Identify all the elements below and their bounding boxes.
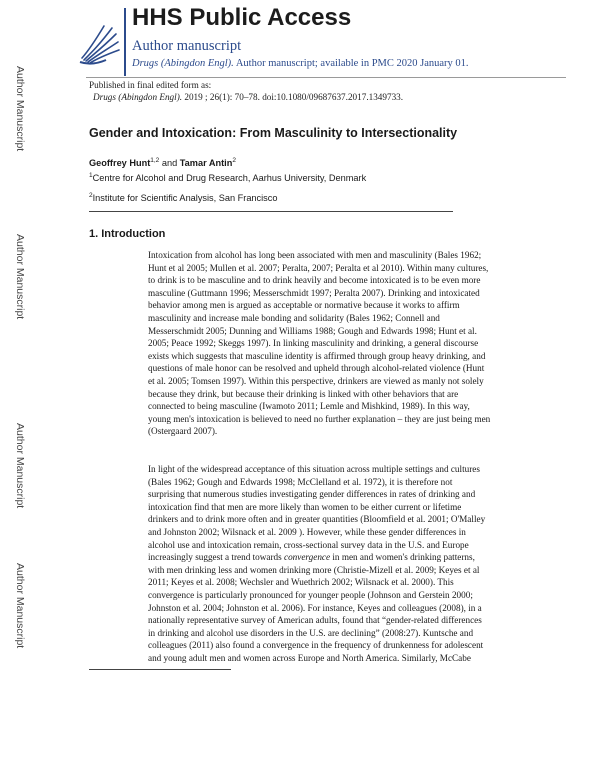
text-line: (Bales 1962; Gough and Edwards 1998; McClelland et al. 1972), it is therefore not <box>148 476 453 487</box>
author-manuscript-label: Author manuscript <box>132 38 242 54</box>
affiliation-rule <box>89 211 453 212</box>
author-affiliation-mark: 1,2 <box>150 157 160 164</box>
text-line: Intoxication from alcohol has long been associated with men and masculinity (Bales 1962; <box>148 250 482 260</box>
footnote-rule <box>89 669 231 670</box>
author-name: Tamar Antin <box>179 158 233 169</box>
text-segment: in men and women's drinking patterns, <box>330 552 475 563</box>
text-line: behavior among men is argued as acceptable or normative because it works to affirm <box>148 300 460 311</box>
sidebar-label: Author Manuscript <box>14 66 26 152</box>
paper-title: Gender and Intoxication: From Masculinity to Intersectionality <box>89 126 458 140</box>
text-line: in drinking and alcohol use disorders in the U.S. are declining” (2008:27). Kuntsche and <box>148 627 474 638</box>
author-list <box>89 157 236 168</box>
publication-details: 2019 ; 26(1): 70–78. doi:10.1080/09687637.2017.1349733. <box>182 92 404 102</box>
text-line: (Ostergaard 2007). <box>148 426 218 437</box>
header-divider <box>124 8 126 76</box>
hhs-eagle-logo-icon <box>76 22 122 68</box>
text-line: masculine (Guttmann 1996; Messerschmidt 1997; Peralta 2007). Drinking and intoxicated <box>148 287 480 298</box>
hhs-header <box>76 4 546 76</box>
body-paragraph-1 <box>148 249 528 438</box>
text-line: surprising that numerous studies investigating gender differences in rates of drinking and <box>148 489 476 500</box>
sidebar-watermark <box>0 0 44 776</box>
header-citation-text: Author manuscript; available in PMC 2020 January 01. <box>233 58 469 69</box>
sidebar-label: Author Manuscript <box>14 234 26 320</box>
text-line: 2005; Peace 1992; Skeggs 1997). In linking masculinity and drinking, a general discourse <box>148 338 479 349</box>
text-line: drinkers and to drink more often and in greater quantities (Bloomfield et al. 2001; O'Malley <box>148 514 486 525</box>
affiliation-number: 1 <box>89 172 93 179</box>
author-name: Geoffrey Hunt <box>89 158 151 169</box>
text-line: 2011; Keyes et al. 2008; Wechsler and Wuethrich 2002; Wilsnack et al. 2000). This <box>148 577 454 588</box>
text-line: to drink is to be masculine and to drink heavily and become intoxicated is to be even more <box>148 275 481 286</box>
text-line: because they drink, but because their drinking is linked with other behaviors that are <box>148 388 459 399</box>
emphasis-text: convergence <box>284 552 331 563</box>
publication-citation <box>89 91 559 103</box>
header-citation-journal: Drugs (Abingdon Engl). <box>132 58 234 69</box>
text-line: In light of the widespread acceptance of this situation across multiple settings and cultures <box>148 464 480 474</box>
text-line: exists which suggests that masculine identity is affirmed through group heavy drinking, and <box>148 350 486 361</box>
body-paragraph-2 <box>148 463 528 665</box>
text-line: intoxication find that men are more likely than women to be either current or lifetime <box>148 501 462 512</box>
affiliation-text: Centre for Alcohol and Drug Research, Aarhus University, Denmark <box>92 173 367 184</box>
affiliation <box>89 172 366 183</box>
text-line: connected to being masculine (Iwamoto 2011; Lemle and Mishkind, 1989). In this way, <box>148 401 470 412</box>
text-line: et al. 2005; Tomsen 1997). Within this perspective, drinkers are viewed as manly not solely <box>148 375 484 386</box>
publication-info <box>89 79 559 103</box>
author-conjunction: and <box>159 158 180 169</box>
section-heading: 1. Introduction <box>89 228 166 240</box>
author-affiliation-mark: 2 <box>232 157 236 164</box>
text-line: with men drinking less and women drinking more (Christie-Mizell et al. 2009; Keyes et al <box>148 564 480 575</box>
text-line: colleagues (2011) also found a convergence in the frequency of drunkenness for adolescent <box>148 640 484 651</box>
affiliation <box>89 192 277 203</box>
text-line: Johnston et al. 2004; Johnston et al. 2006). For instance, Keyes and colleagues (2008), in a <box>148 602 482 613</box>
hhs-public-access-title: HHS Public Access <box>132 4 352 31</box>
sidebar-label: Author Manuscript <box>14 563 26 649</box>
text-line <box>148 551 528 564</box>
text-line: young men's intoxication is believed to need no further explanation – they are just being men <box>148 413 491 424</box>
header-rule <box>86 77 566 78</box>
text-line: convergence is particularly pronounced for younger people (Johnson and Gerstein 2000; <box>148 589 473 600</box>
affiliation-number: 2 <box>89 192 93 199</box>
sidebar-label: Author Manuscript <box>14 423 26 509</box>
text-line: and Johnston 2002; Wilsnack et al. 2009 ). However, while these gender differences in <box>148 526 466 537</box>
publication-journal: Drugs (Abingdon Engl). <box>93 92 183 102</box>
header-citation <box>132 58 469 69</box>
text-line: Hunt et al 2005; Mullen et al. 2007; Peralta, 2007; Peralta et al 2010). Within many cultures, <box>148 262 489 273</box>
text-line: Messerschmidt 2005; Dunning and Williams 1988; Gough and Edwards 1998; Hunt et al. <box>148 325 477 336</box>
text-line: nationally representative survey of American adults, found that “gender-related differences <box>148 615 482 626</box>
text-segment: increasingly suggest a trend towards <box>148 552 284 563</box>
text-line: alcohol use and intoxication remain, cross-sectional survey data in the U.S. and Europe <box>148 539 469 550</box>
published-label: Published in final edited form as: <box>89 80 212 90</box>
text-line: masculinity and increase male bonding and solidarity (Bales 1962; Connell and <box>148 312 440 323</box>
text-line: questions of male honor can be resolved and upheld through alcohol-related violence (Hunt <box>148 363 485 374</box>
affiliation-text: Institute for Scientific Analysis, San Francisco <box>92 193 278 204</box>
text-line: and young adult men and women across Europe and North America. Similarly, McCabe <box>148 652 471 663</box>
